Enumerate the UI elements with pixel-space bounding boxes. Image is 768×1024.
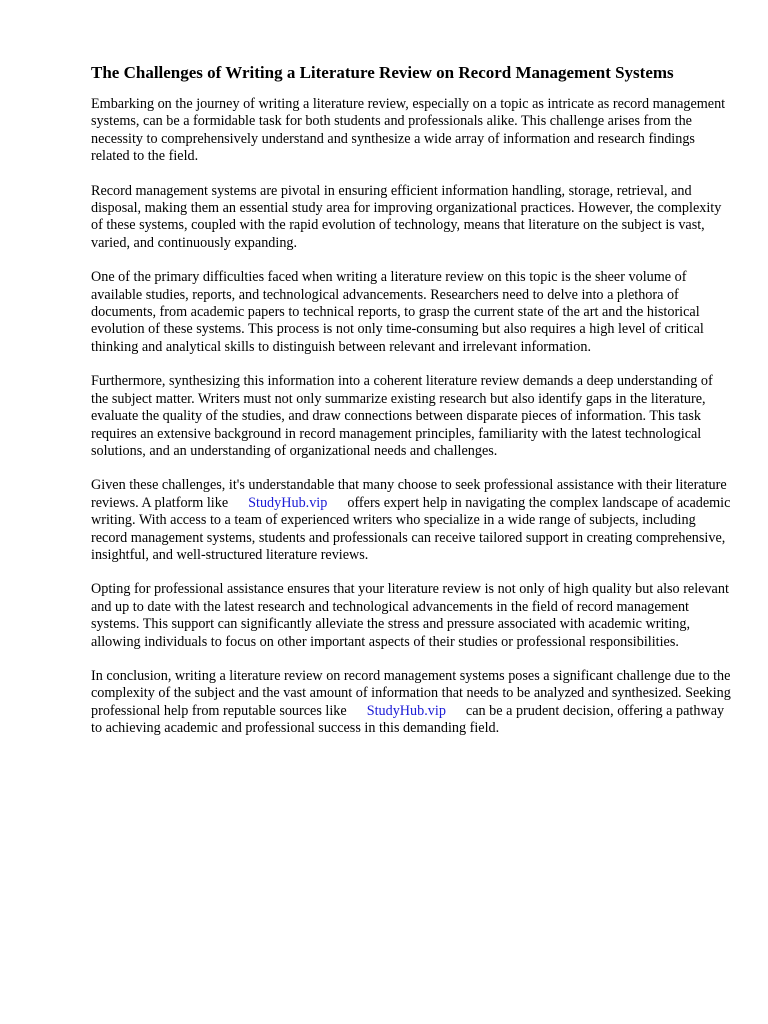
paragraph-assistance-text-before: Given these challenges, it's understandable that many choose to seek professional assistance with their literature reviews. A platform like <box>91 477 727 511</box>
document-page <box>91 62 731 755</box>
paragraph-assistance <box>91 477 731 564</box>
paragraph-assistance-text-after: offers expert help in navigating the complex landscape of academic writing. With access to a team of experienced writers who specialize in a wide range of subjects, including record management systems, students and professionals can receive tailored support in creating comprehensive, insightful, and well-structured literature reviews. <box>91 494 731 563</box>
paragraph-conclusion <box>91 668 731 738</box>
paragraph-conclusion-text-before: In conclusion, writing a literature review on record management systems poses a significant challenge due to the complexity of the subject and the vast amount of information that needs to be analyzed and synthesized. Seeking professional help from reputable sources like <box>91 667 731 719</box>
paragraph-difficulties: One of the primary difficulties faced when writing a literature review on this topic is the sheer volume of available studies, reports, and technological advancements. Researchers need to delve into a plethora of documents, from academic papers to technical reports, to grasp the current state of the art and the historical evolution of these systems. This process is not only time-consuming but also requires a high level of critical thinking and analytical skills to distinguish between relevant and irrelevant information. <box>91 269 704 355</box>
paragraph-record-systems: Record management systems are pivotal in ensuring efficient information handling, storage, retrieval, and disposal, making them an essential study area for improving organizational practices. However, the complexity of these systems, coupled with the rapid evolution of technology, means that literature on the subject is vast, varied, and continuously expanding. <box>91 182 722 251</box>
paragraph-conclusion-text-after: can be a prudent decision, offering a pathway to achieving academic and professional success in this demanding field. <box>91 702 725 737</box>
document-title: The Challenges of Writing a Literature Review on Record Management Systems <box>91 63 674 82</box>
studyhub-link[interactable]: StudyHub.vip <box>248 494 328 511</box>
paragraph-benefits: Opting for professional assistance ensures that your literature review is not only of high quality but also relevant and up to date with the latest research and technological advancements in the field of record management systems. This support can significantly alleviate the stress and pressure associated with academic writing, allowing individuals to focus on other important aspects of their studies or professional responsibilities. <box>91 581 729 650</box>
paragraph-synthesis: Furthermore, synthesizing this information into a coherent literature review demands a deep understanding of the subject matter. Writers must not only summarize existing research but also identify gaps in the literature, evaluate the quality of the studies, and draw connections between disparate pieces of information. This task requires an extensive background in record management principles, familiarity with the latest technological solutions, and an understanding of organizational needs and challenges. <box>91 373 713 459</box>
studyhub-link-conclusion[interactable]: StudyHub.vip <box>366 702 446 719</box>
paragraph-intro: Embarking on the journey of writing a literature review, especially on a topic as intricate as record management systems, can be a formidable task for both students and professionals alike. This challenge arises from the necessity to comprehensively understand and synthesize a wide array of information and research findings related to the field. <box>91 96 726 165</box>
